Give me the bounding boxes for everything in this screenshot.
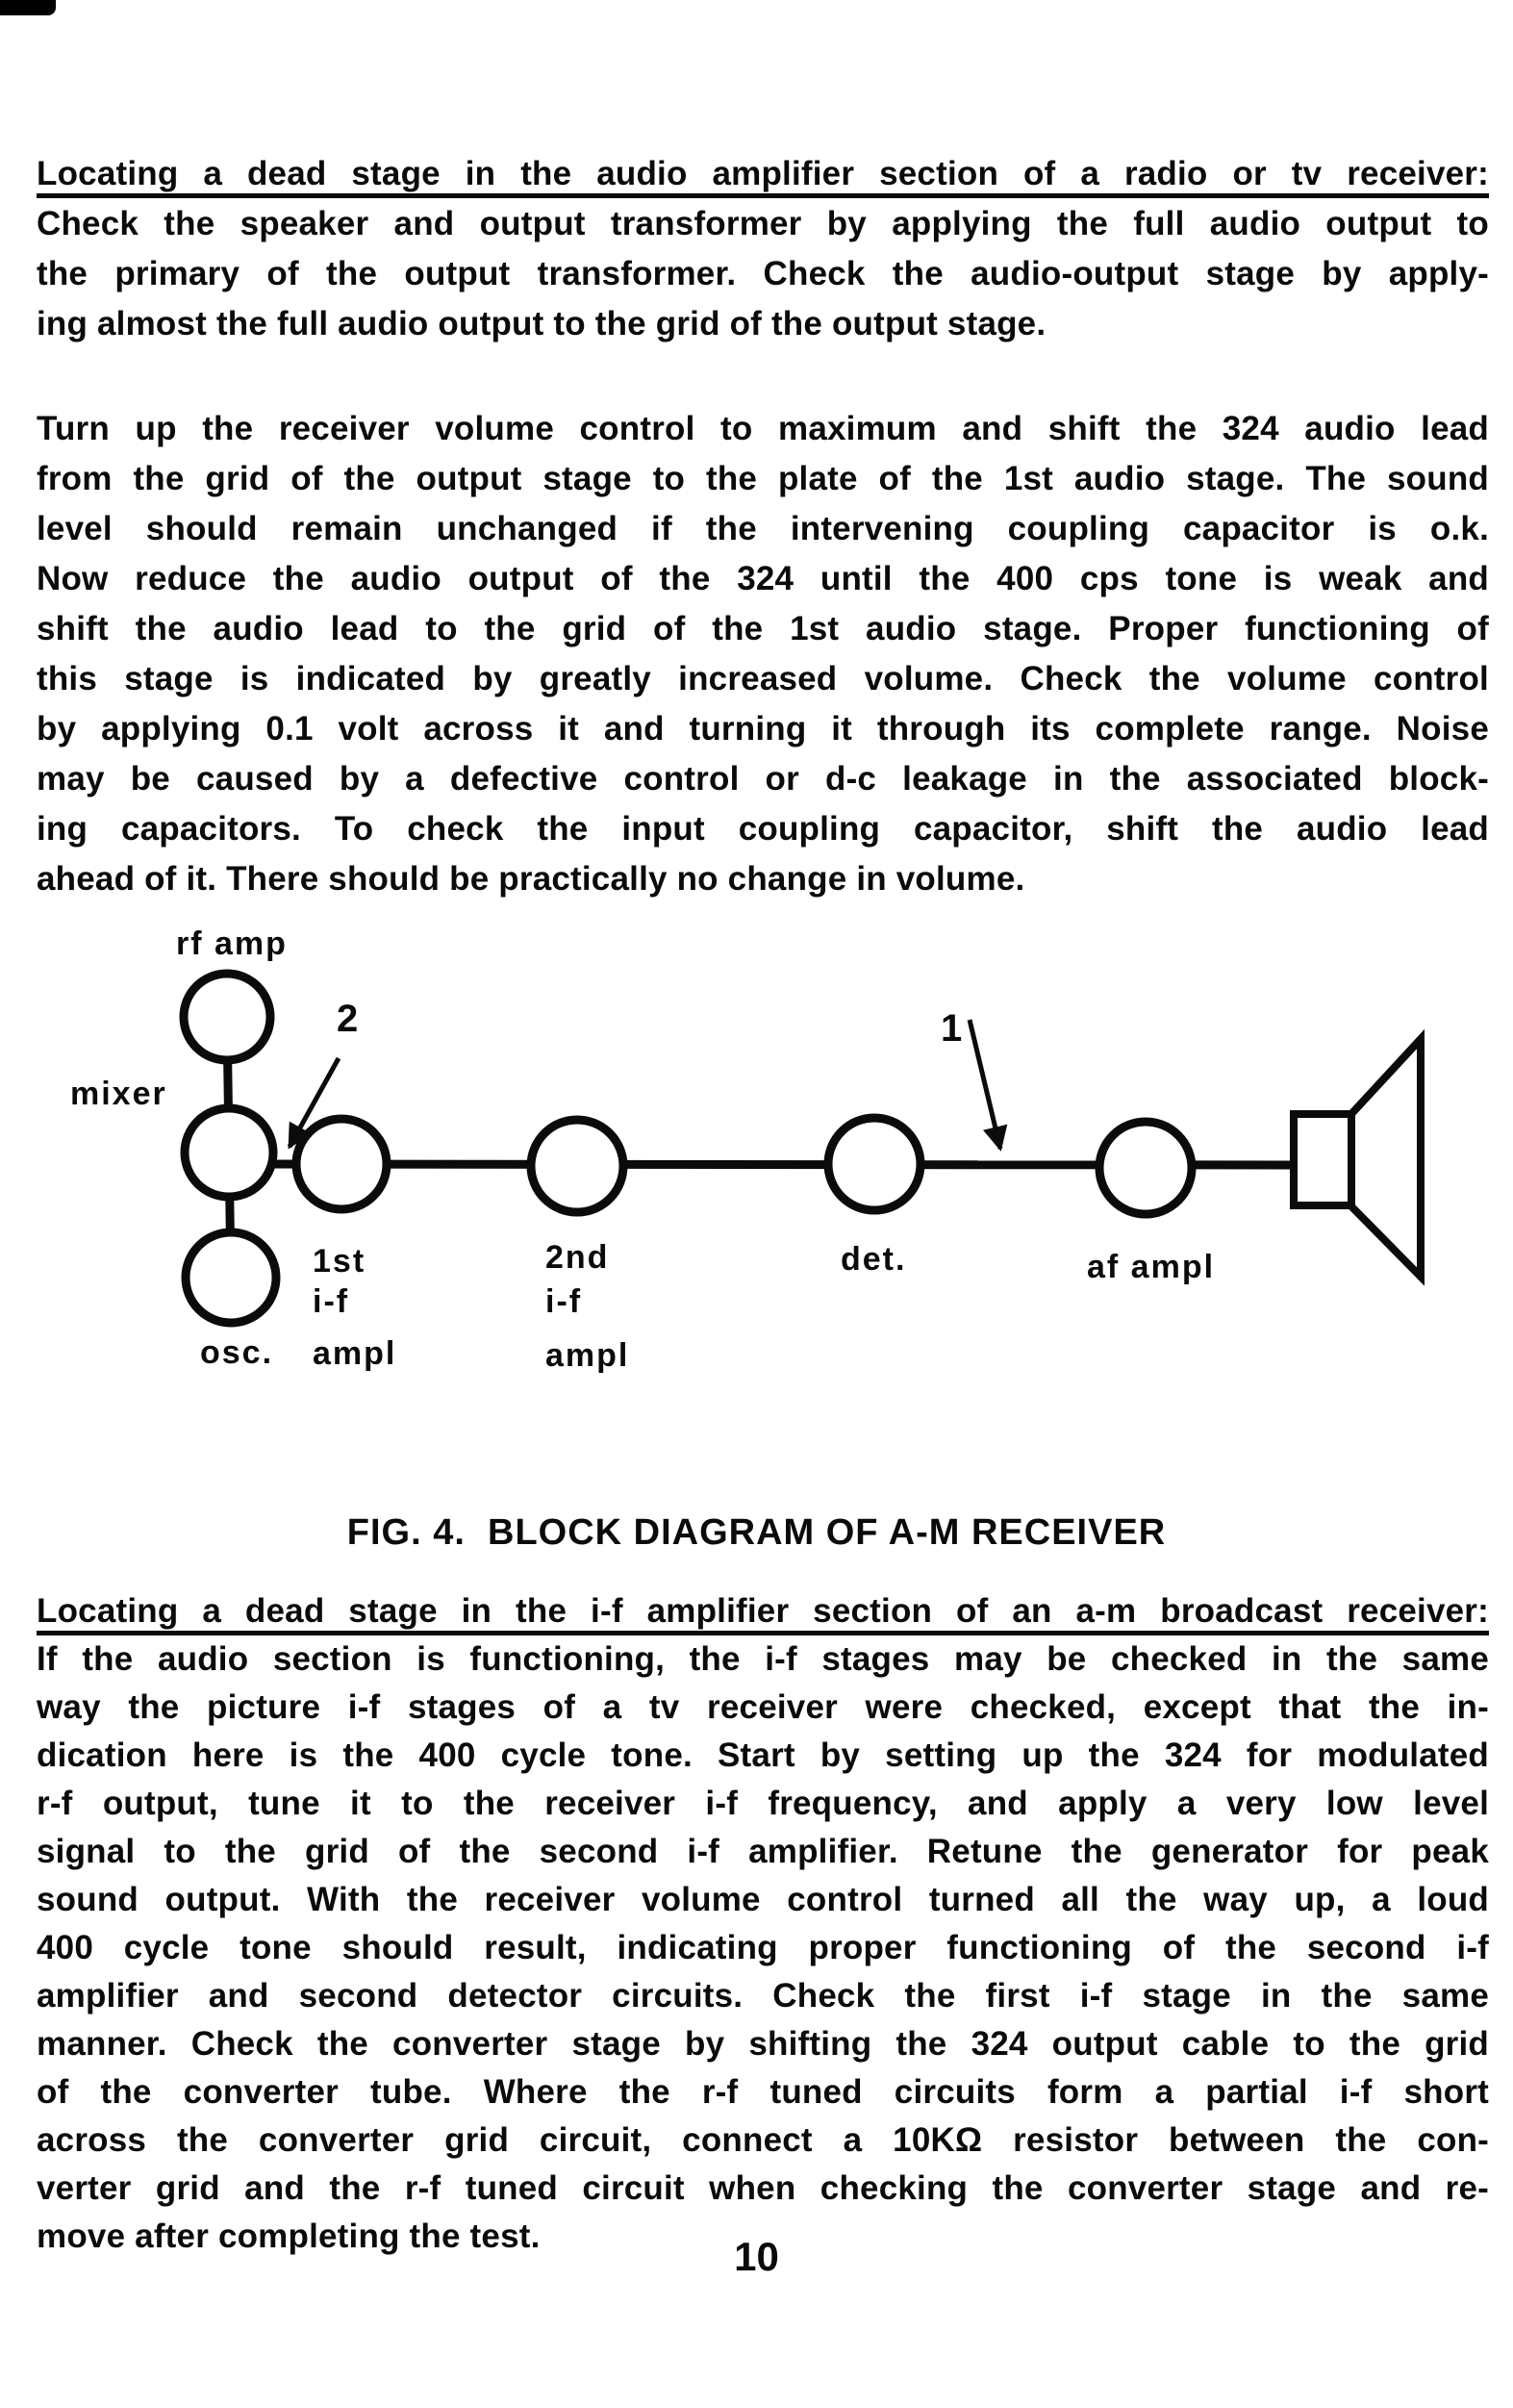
node-mixer [185,1108,273,1197]
label-2nd-if-line1: 2nd [545,1239,610,1276]
text-line: from the grid of the output stage to the plate of the 1st audio stage. The sound [37,460,1489,497]
text-line: level should remain unchanged if the intervening coupling capacitor is o.k. [37,510,1489,547]
text-line: may be caused by a defective control or d-c leakage in the associated block- [37,760,1489,798]
label-det: det. [841,1241,907,1278]
node-det [828,1118,920,1210]
node-1st-if-ampl [296,1119,387,1209]
text-line: signal to the grid of the second i-f amplifier. Retune the generator for peak [37,1833,1489,1870]
heading-if-section: Locating a dead stage in the i-f amplifier section of an a-m broadcast receiver: [37,1592,1489,1630]
label-af-ampl: af ampl [1087,1249,1216,1285]
label-2nd-if-line2: i-f [545,1283,583,1320]
text-line: by applying 0.1 volt across it and turning it through its complete range. Noise [37,710,1489,748]
speaker-horn-icon [1349,1039,1421,1277]
text-line: If the audio section is functioning, the i-f stages may be checked in the same [37,1640,1489,1678]
text-line: ahead of it. There should be practically no change in volume. [37,860,1025,898]
text-line: r-f output, tune it to the receiver i-f frequency, and apply a very low level [37,1785,1489,1822]
label-mixer: mixer [70,1076,167,1112]
text-line: Now reduce the audio output of the 324 until the 400 cps tone is weak and [37,560,1489,597]
text-line: Check the speaker and output transformer by applying the full audio output to [37,205,1489,242]
label-1st-if-line2: i-f [313,1283,350,1320]
text-line: the primary of the output transformer. Check the audio-output stage by apply- [37,255,1489,292]
node-osc [186,1232,276,1323]
text-line: Turn up the receiver volume control to maximum and shift the 324 audio lead [37,410,1489,447]
text-line: manner. Check the converter stage by shifting the 324 output cable to the grid [37,2025,1489,2063]
label-1st-if-line1: 1st [313,1243,366,1280]
text-line: ing almost the full audio output to the grid of the output stage. [37,305,1046,342]
callout-2-label: 2 [337,998,361,1040]
node-rf-amp [184,974,270,1060]
label-1st-if-line3: ampl [313,1335,397,1372]
text-line: across the converter grid circuit, connect a 10KΩ resistor between the con- [37,2121,1489,2159]
callout-1-arrow-icon [970,1020,1000,1149]
text-line: this stage is indicated by greatly increased volume. Check the volume control [37,660,1489,697]
text-line: sound output. With the receiver volume control turned all the way up, a loud [37,1881,1489,1918]
text-line: verter grid and the r-f tuned circuit when checking the converter stage and re- [37,2169,1489,2207]
label-2nd-if-line3: ampl [545,1337,630,1374]
figure-caption: FIG. 4. BLOCK DIAGRAM OF A-M RECEIVER [346,1512,1167,1553]
text-line: dication here is the 400 cycle tone. Start by setting up the 324 for modulated [37,1736,1489,1774]
speaker-driver-icon [1294,1114,1351,1205]
text-line: of the converter tube. Where the r-f tuned circuits form a partial i-f short [37,2073,1489,2111]
node-af-ampl [1099,1122,1192,1214]
page-number: 10 [734,2234,779,2279]
heading-audio-section: Locating a dead stage in the audio amplifier section of a radio or tv receiver: [37,155,1489,192]
label-osc: osc. [200,1334,274,1371]
text-line: move after completing the test. [37,2218,541,2255]
callout-1-label: 1 [941,1007,965,1050]
text-line: amplifier and second detector circuits. Check the first i-f stage in the same [37,1977,1489,2015]
text-line: 400 cycle tone should result, indicating proper functioning of the second i-f [37,1929,1489,1966]
text-line: shift the audio lead to the grid of the 1st audio stage. Proper functioning of [37,610,1489,647]
text-line: ing capacitors. To check the input coupling capacitor, shift the audio lead [37,810,1489,848]
paragraph-if-section [37,1587,1489,2261]
node-2nd-if-ampl [531,1120,623,1212]
label-rf-amp: rf amp [176,925,288,962]
text-line: way the picture i-f stages of a tv receiver were checked, except that the in- [37,1688,1489,1726]
